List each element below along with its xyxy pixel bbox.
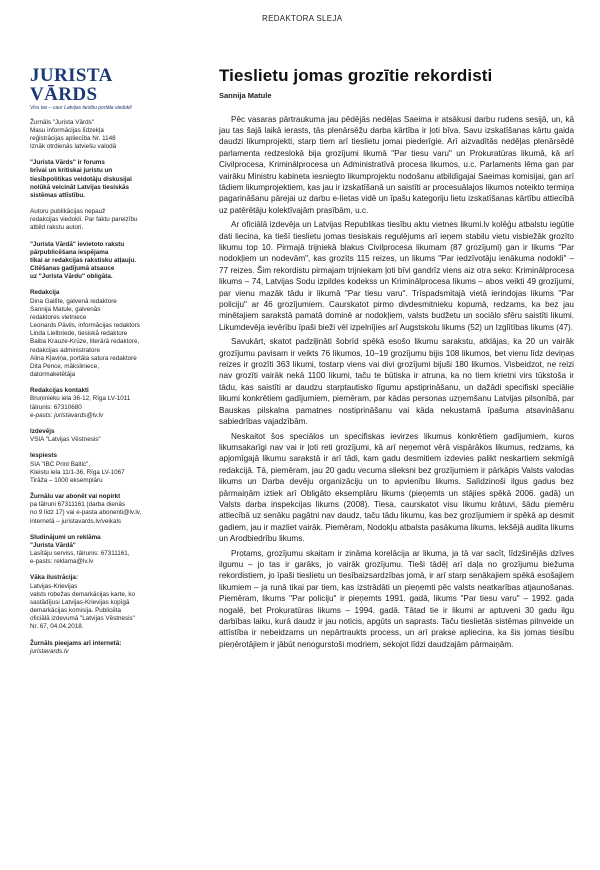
author-note-line: atbild rakstu autori. xyxy=(30,224,84,232)
forum-note-line: nolūkā veicināt Latvijas tiesiskās xyxy=(30,183,130,191)
cover-line: sastādījusi Latvijas-Krievijas kopīgā xyxy=(30,598,130,606)
printer-line: Tirāža – 1000 eksemplāru xyxy=(30,476,103,484)
copyright-line: pārpublicēšana iespējama xyxy=(30,248,109,256)
staff-line: Baiba Krauze-Krūze, literārā redaktore, xyxy=(30,338,140,346)
editorial-staff xyxy=(30,289,176,379)
staff-line: redakcijas administratore xyxy=(30,346,100,354)
masthead-sidebar xyxy=(30,66,176,664)
staff-line: redaktores vietniece xyxy=(30,313,87,321)
cover-line: valsts robežas demarkācijas karte, ko xyxy=(30,590,135,598)
staff-line: Linda Lielbriede, tiesiskā redaktore xyxy=(30,330,128,338)
article-paragraph: Protams, grozījumu skaitam ir zināma korelācija ar likuma, ja tā var sacīt, līdzšinējās dzīves ilgumu – jo tas ir garāks, jo vairāk grozījumu. Tieši tādēļ arī daļa no grozījumu biežuma rekordistiem, jo īpaši tieslietu un tiesībaizsardzības jomā, ir arī starp senākajiem spēkā esošajiem likumiem – ja runā tikai par tiem, kas izstrādāti un pieņemti pēc valsts neatkarības atjaunošanas. Piemēram, likums "Par policiju" ir pieņemts 1991. gadā, likums "Par tiesu varu" – 1992. gada nogalē, bet Prokuratūras likums – 1994. gadā. Tātad tie ir likumi ar aptuveni 30 gadu ilgu darbības laiku, kurā daudz ir jau noticis, apgūts un saprasts. Taču tieslietās sistēmas pilnveide un attīstība ir nebeidzams un nepārtraukts process, un arī prakse apliecina, ka šis jomas tiesību pieņērotājiem ir jābūt nenogurstoši modriem, sekojot līdzi daudzajām pārmaiņām. xyxy=(219,548,574,649)
copyright-line: "Jurista Vārdā" ievietoto rakstu xyxy=(30,240,125,248)
staff-line: datormaketētāja xyxy=(30,371,76,379)
copyright-line: tikai ar redakcijas rakstisku atļauju. xyxy=(30,256,137,264)
registration-line: Iznāk otrdienās latviešu valodā xyxy=(30,143,117,151)
registration-line: Žurnāls "Jurista Vārds" xyxy=(30,118,94,126)
subscription-line: pa tālruni 67311161 (darba dienās xyxy=(30,501,125,509)
cover-heading: Vāka ilustrācija: xyxy=(30,574,78,582)
article-paragraph: Ar oficiālā izdevēja un Latvijas Republikas tiesību aktu vietnes likumi.lv kolēģu atbalstu iegūtie dati liecina, ka tiešī tieslietu jomas tiesiskais regulējums arī ieņem stabilu vietu visbiežāk grozīto likumu top 10. Pirmajā trijniekā blakus Civilprocesa likumam (87 grozījumi) gan ir likums "Par nodokļiem un nodevām", kas grozīts 115 reizes, un likums "Par iedzīvotāju ienākuma nodokli" – 77 reizes. Šim rekordistu pirmajam trijniekam ļoti bīvi gandrīz viens aiz otra seko: Kriminālprocesa likums – 74, Latvijas Sodu izpildes kodekss un Kriminālprocesa likums – abos veikti 49 grozījumi, par vienu mazāk tādu ir likumā "Par tiesu varu". Trīspadsmitajā vietā ierindojas likums "Par policiju" ar 46 grozījumiem. Caurskatot pirmo divdesmitnieku kopumā, redzams, ka bez jau minētajiem sarakstā pamatā dominē ar nodokļiem, valsts budžetu un sociālo sfēru saistīti likumi. Likumdevēja ievērību īpaši bieži vēl izpelnījies arī Augstskolu likums (52) un Izglītības likums (47). xyxy=(219,220,574,332)
editorial-heading: Redakcija xyxy=(30,289,60,297)
subscription-heading: Žurnālu var abonēt vai nopirkt xyxy=(30,493,121,501)
author-note-line: redakcijas viedokli. Par faktu pareizību xyxy=(30,216,138,224)
forum-note xyxy=(30,159,176,200)
cover-line: Nr. 67, 04.04.2018. xyxy=(30,623,84,631)
author-note xyxy=(30,208,176,233)
forum-note-line: "Jurista Vārds" ir forums xyxy=(30,159,105,167)
cover-info xyxy=(30,574,176,631)
contacts-phone: tālrunis: 67310680 xyxy=(30,403,82,411)
online-url[interactable]: juristavards.lv xyxy=(30,647,69,655)
registration-line: reģistrācijas apliecība Nr. 1148 xyxy=(30,134,116,142)
cover-line: oficiālā izdevumā "Latvijas Vēstnesis" xyxy=(30,615,135,623)
subscription-line: no 9 līdz 17) vai e-pasta abonenti@lv.lv, xyxy=(30,509,142,517)
contacts-address: Bruņinieku iela 36-12, Rīga LV-1011 xyxy=(30,395,131,403)
subscription-info xyxy=(30,493,176,526)
registration-info xyxy=(30,119,176,152)
article-body xyxy=(219,114,574,651)
staff-line: Sannija Matule, galvenās xyxy=(30,305,101,313)
staff-line: Dina Gailīte, galvenā redaktore xyxy=(30,297,117,305)
article-paragraph: Pēc vasaras pārtraukuma jau pēdējās nedēļas Saeima ir atsākusi darbu rudens sesijā, un, kā jau tas šajā laikā ierasts, tās plenārsēžu darba kārtība ir ļoti bīva. Savu izskatīšanas kārtu gaida daudzi likumprojekti, starp tiem arī tieslietu jomai piederīgie. Arī aizvadītās nedēļas plenārsēdē parlamenta redzeslokā bija grozījumi likumā "Par tiesu varu" un Prokuratūras likumā, kā arī Civilprocesa, Kriminālprocesa un Administratīvā procesa likumos, u.c. Parlaments lēma gan par vairāku Ministru kabineta iesniegto likumprojektu nodošanu atbildīgajai Saeimas komisijai, gan arī tādiem likumprojektiem, kas jau ir izskatīšanā un saistīti ar procesuālajos likumos noteikto termiņa pagarināšanu pārejai uz darbu e-lietas vidē un īpašu kategoriju lietu izskatīšanas kārtību attiecībā uz patērētāju kolektīvajām prasībām, u.c. xyxy=(219,114,574,215)
contacts-heading: Redakcijas kontakti xyxy=(30,387,89,395)
ads-heading-journal: "Jurista Vārdā" xyxy=(30,541,76,549)
article-paragraph: Neskaitot šos speciālos un specifiskas ievirzes likumus konkrētiem gadījumiem, kuros likumsakarīgi nav vai ir ļoti reti grozījumi, kā arī neņemot vērā vispārākos likumus, redzams, ka apjomīgajā likumu sarakstā ir arī tādi, kam gadu desmitiem izdevies palikt neskartiem sekmīgā redakcijā. Tā, piemēram, jau 20 gadu vecuma slieksni bez grozījumiem ir pārkāpis Valsts valodas likums un Darba devēju organizāciju un to apvienību likums. Salīdzinoši ilgus gadus bez pārmaiņām iztiek arī Obligāto eksemplāru likums (pieņemts un stājies spēkā 2006. gadā) un Valsts darba inspekcijas likums (2008). Tiesa, caurskatot visu likumu krātuvi, šādu piemēru attiecībā uz senāku pagātni nav daudz, taču tādu likumu, kas bez grozījumiem ir spēkā ap desmit gadiem, jau ir mazliet vairāk. Piemēram, Nodokļu atbalsta pasākuma likums, lekšējā audita likums un Arodbiedrību likums. xyxy=(219,431,574,544)
article-paragraph: Savukārt, skatot padziļināti šobrīd spēkā esošo likumu sarakstu, atklājas, ka 20 un vairāk grozījumu pavisam ir veikts 76 likumos, 10–19 grozījumu bijis 108 likumos, bet vienu līdz deviņas reizes ir grozīti 363 likumi, tostarp viens vai divi grozījumi bijuši 180 likumos. Visbeidzot, ne reizi nav grozīti vairāk nekā 1100 likumi, taču te būtiska ir atruna, ka no tiem krietni virs tūkstoša ir tādu, kas saistīti ar daudzu starptautisko līgumu apstiprināšanu, un dažādi specifiski speciālie likumi konkrētiem gadījumiem, piemēram, par kādas personas uzņemšanu Latvijas pilsonībā, par Bauskas pilskalna pamatnes nostiprināšanu vai kāda nekustamā īpašuma atsavināšanu sabiedrības vajadzībām. xyxy=(219,337,574,427)
forum-note-line: sistēmas attīstību. xyxy=(30,191,85,199)
article-column xyxy=(219,66,574,653)
online-info xyxy=(30,640,176,656)
journal-logo: JURISTA VĀRDS xyxy=(30,65,112,105)
ads-line: e-pasts: reklama@lv.lv xyxy=(30,558,94,566)
ads-line: Lasītāju serviss, tālrunis: 67311161, xyxy=(30,550,130,558)
author-note-line: Autoru publikācijas nepauž xyxy=(30,208,106,216)
ads-heading: Sludinājumi un reklāma xyxy=(30,533,101,541)
staff-line: Dita Pence, māksliniece, xyxy=(30,362,99,370)
copyright-note xyxy=(30,241,176,282)
ads-info xyxy=(30,534,176,567)
printer-line: Kleistu iela 11/1-36, Rīga LV-1067 xyxy=(30,468,125,476)
section-label: REDAKTORA SLEJA xyxy=(262,14,343,23)
publisher-info xyxy=(30,428,176,444)
subscription-line: internetā – juristavards.lv/veikals xyxy=(30,517,121,525)
printer-heading: Iespiests xyxy=(30,452,57,460)
article-author: Sannija Matule xyxy=(219,90,272,100)
copyright-line: uz "Jurista Vārdu" obligāta. xyxy=(30,273,113,281)
staff-line: Leonards Pāvils, informācijas redaktors xyxy=(30,322,140,330)
registration-line: Masu informācijas līdzekļa xyxy=(30,126,104,134)
editorial-contacts xyxy=(30,387,176,420)
contacts-email[interactable]: e-pasts: juristavards@lv.lv xyxy=(30,411,104,419)
cover-line: Latvijas-Krievijas xyxy=(30,582,78,590)
article-title: Tieslietu jomas grozītie rekordisti xyxy=(219,66,493,85)
printer-info xyxy=(30,452,176,485)
logo-tagline: Viss tas – caur Latvijas tiesību portāla viedokli xyxy=(30,105,132,111)
publisher-heading: Izdevējs xyxy=(30,428,55,435)
staff-line: Alina Kļaviņa, portāla satura redaktore xyxy=(30,354,137,362)
forum-note-line: brīvai un kritiskai juristu un xyxy=(30,167,113,175)
printer-line: SIA "IBC Print Baltic", xyxy=(30,460,91,468)
copyright-line: Citēšanas gadījumā atsauce xyxy=(30,265,115,273)
forum-note-line: tiesībpolitikas veidotāju diskusijai xyxy=(30,175,132,183)
online-heading: Žurnāls pieejams arī internetā: xyxy=(30,639,122,647)
cover-line: demarkācijas komisija. Publicēta xyxy=(30,607,121,615)
publisher-name: VSIA "Latvijas Vēstnesis" xyxy=(30,436,101,444)
